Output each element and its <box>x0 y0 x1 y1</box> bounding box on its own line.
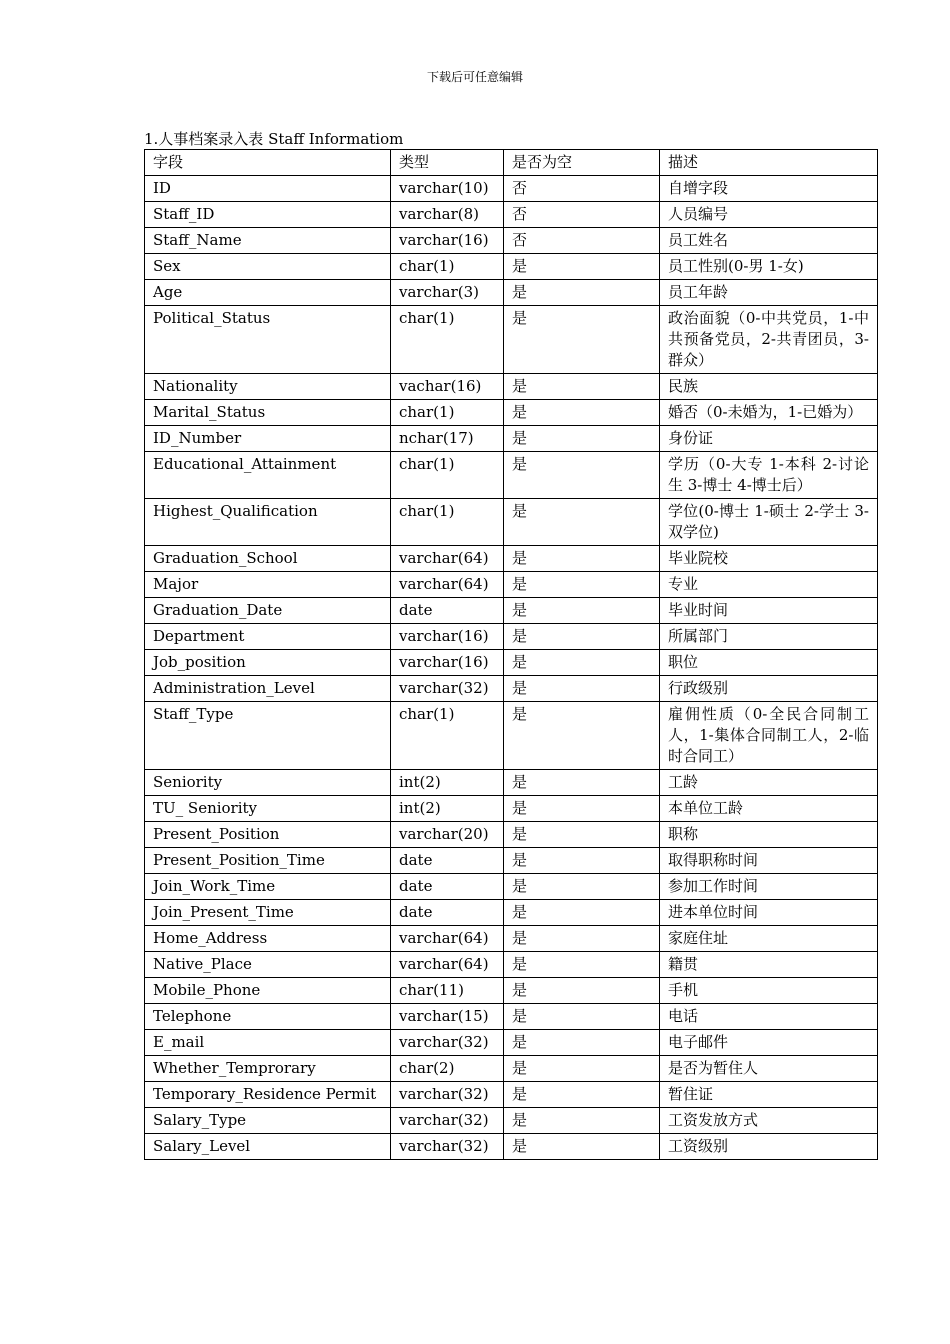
cell-field: Sex <box>145 254 391 280</box>
cell-description: 学历（0-大专 1-本科 2-讨论生 3-博士 4-博士后） <box>660 452 878 499</box>
column-header-description: 描述 <box>660 150 878 176</box>
cell-description: 员工姓名 <box>660 228 878 254</box>
cell-description: 政治面貌（0-中共党员，1-中共预备党员，2-共青团员，3-群众） <box>660 306 878 374</box>
table-row <box>145 702 878 770</box>
table-row <box>145 978 878 1004</box>
cell-type: char(1) <box>391 254 504 280</box>
cell-type: char(1) <box>391 702 504 770</box>
cell-description: 所属部门 <box>660 624 878 650</box>
cell-nullable: 是 <box>504 452 660 499</box>
cell-nullable: 是 <box>504 400 660 426</box>
cell-type: varchar(32) <box>391 676 504 702</box>
cell-type: char(2) <box>391 1056 504 1082</box>
cell-nullable: 是 <box>504 1082 660 1108</box>
cell-type: date <box>391 874 504 900</box>
table-row <box>145 926 878 952</box>
cell-nullable: 是 <box>504 1108 660 1134</box>
cell-description: 工资发放方式 <box>660 1108 878 1134</box>
cell-description: 工龄 <box>660 770 878 796</box>
cell-field: Native_Place <box>145 952 391 978</box>
cell-field: Highest_Qualification <box>145 499 391 546</box>
cell-description: 取得职称时间 <box>660 848 878 874</box>
cell-type: char(1) <box>391 306 504 374</box>
cell-type: nchar(17) <box>391 426 504 452</box>
table-row <box>145 546 878 572</box>
table-header-row <box>145 150 878 176</box>
cell-description: 参加工作时间 <box>660 874 878 900</box>
table-row <box>145 1108 878 1134</box>
table-row <box>145 400 878 426</box>
table-row <box>145 202 878 228</box>
cell-field: ID <box>145 176 391 202</box>
cell-field: Telephone <box>145 1004 391 1030</box>
table-row <box>145 598 878 624</box>
cell-description: 本单位工龄 <box>660 796 878 822</box>
cell-type: int(2) <box>391 796 504 822</box>
cell-type: varchar(16) <box>391 228 504 254</box>
cell-type: varchar(8) <box>391 202 504 228</box>
cell-nullable: 是 <box>504 374 660 400</box>
cell-description: 籍贯 <box>660 952 878 978</box>
cell-field: Salary_Type <box>145 1108 391 1134</box>
cell-description: 是否为暂住人 <box>660 1056 878 1082</box>
table-row <box>145 228 878 254</box>
cell-field: Staff_Type <box>145 702 391 770</box>
table-row <box>145 952 878 978</box>
cell-description: 自增字段 <box>660 176 878 202</box>
cell-nullable: 是 <box>504 254 660 280</box>
cell-type: varchar(20) <box>391 822 504 848</box>
table-title: 1.人事档案录入表 Staff Informatiom <box>144 130 404 148</box>
cell-field: Administration_Level <box>145 676 391 702</box>
cell-description: 毕业时间 <box>660 598 878 624</box>
cell-nullable: 否 <box>504 176 660 202</box>
cell-field: Staff_Name <box>145 228 391 254</box>
cell-nullable: 是 <box>504 702 660 770</box>
table-row <box>145 374 878 400</box>
table-row <box>145 426 878 452</box>
table-row <box>145 1004 878 1030</box>
table-row <box>145 280 878 306</box>
cell-nullable: 否 <box>504 228 660 254</box>
table-row <box>145 1134 878 1160</box>
table-row <box>145 572 878 598</box>
cell-field: Present_Position <box>145 822 391 848</box>
table-row <box>145 848 878 874</box>
cell-type: varchar(64) <box>391 952 504 978</box>
cell-field: Salary_Level <box>145 1134 391 1160</box>
cell-field: Political_Status <box>145 306 391 374</box>
cell-nullable: 是 <box>504 280 660 306</box>
cell-nullable: 是 <box>504 796 660 822</box>
cell-type: vachar(16) <box>391 374 504 400</box>
table-row <box>145 676 878 702</box>
cell-type: varchar(15) <box>391 1004 504 1030</box>
column-header-type: 类型 <box>391 150 504 176</box>
table-row <box>145 900 878 926</box>
table-row <box>145 499 878 546</box>
cell-description: 工资级别 <box>660 1134 878 1160</box>
cell-nullable: 是 <box>504 874 660 900</box>
cell-description: 行政级别 <box>660 676 878 702</box>
cell-description: 人员编号 <box>660 202 878 228</box>
cell-description: 职位 <box>660 650 878 676</box>
cell-description: 电子邮件 <box>660 1030 878 1056</box>
cell-nullable: 是 <box>504 1004 660 1030</box>
cell-field: Join_Work_Time <box>145 874 391 900</box>
cell-nullable: 是 <box>504 572 660 598</box>
cell-field: Department <box>145 624 391 650</box>
cell-nullable: 是 <box>504 1134 660 1160</box>
column-header-nullable: 是否为空 <box>504 150 660 176</box>
cell-field: Present_Position_Time <box>145 848 391 874</box>
cell-field: Staff_ID <box>145 202 391 228</box>
cell-nullable: 是 <box>504 822 660 848</box>
cell-nullable: 是 <box>504 952 660 978</box>
cell-type: int(2) <box>391 770 504 796</box>
cell-description: 手机 <box>660 978 878 1004</box>
cell-nullable: 是 <box>504 306 660 374</box>
cell-field: ID_Number <box>145 426 391 452</box>
cell-field: Whether_Temprorary <box>145 1056 391 1082</box>
cell-description: 身份证 <box>660 426 878 452</box>
cell-nullable: 是 <box>504 770 660 796</box>
cell-field: E_mail <box>145 1030 391 1056</box>
cell-type: varchar(64) <box>391 572 504 598</box>
cell-field: Mobile_Phone <box>145 978 391 1004</box>
table-row <box>145 874 878 900</box>
cell-nullable: 是 <box>504 978 660 1004</box>
column-header-field: 字段 <box>145 150 391 176</box>
cell-type: date <box>391 598 504 624</box>
cell-type: date <box>391 900 504 926</box>
cell-field: Home_Address <box>145 926 391 952</box>
table-row <box>145 650 878 676</box>
table-row <box>145 452 878 499</box>
cell-field: Join_Present_Time <box>145 900 391 926</box>
cell-field: Graduation_School <box>145 546 391 572</box>
cell-type: char(1) <box>391 452 504 499</box>
cell-nullable: 是 <box>504 499 660 546</box>
cell-type: date <box>391 848 504 874</box>
cell-description: 婚否（0-未婚为，1-已婚为） <box>660 400 878 426</box>
cell-type: varchar(32) <box>391 1082 504 1108</box>
cell-description: 职称 <box>660 822 878 848</box>
cell-description: 专业 <box>660 572 878 598</box>
table-row <box>145 624 878 650</box>
cell-field: Job_position <box>145 650 391 676</box>
cell-type: varchar(10) <box>391 176 504 202</box>
cell-nullable: 是 <box>504 598 660 624</box>
cell-nullable: 是 <box>504 1030 660 1056</box>
cell-description: 毕业院校 <box>660 546 878 572</box>
cell-type: varchar(32) <box>391 1108 504 1134</box>
table-row <box>145 1082 878 1108</box>
cell-field: TU_ Seniority <box>145 796 391 822</box>
table-row <box>145 770 878 796</box>
cell-description: 家庭住址 <box>660 926 878 952</box>
cell-type: char(11) <box>391 978 504 1004</box>
cell-field: Educational_Attainment <box>145 452 391 499</box>
header-note: 下载后可任意编辑 <box>426 70 523 84</box>
cell-nullable: 是 <box>504 676 660 702</box>
cell-type: varchar(32) <box>391 1030 504 1056</box>
cell-type: varchar(16) <box>391 624 504 650</box>
cell-field: Major <box>145 572 391 598</box>
cell-type: varchar(32) <box>391 1134 504 1160</box>
cell-description: 暂住证 <box>660 1082 878 1108</box>
cell-description: 学位(0-博士 1-硕士 2-学士 3-双学位) <box>660 499 878 546</box>
cell-description: 雇佣性质（0-全民合同制工人，1-集体合同制工人，2-临时合同工） <box>660 702 878 770</box>
cell-type: varchar(3) <box>391 280 504 306</box>
cell-nullable: 是 <box>504 900 660 926</box>
cell-field: Seniority <box>145 770 391 796</box>
table-row <box>145 1056 878 1082</box>
cell-nullable: 是 <box>504 624 660 650</box>
cell-field: Nationality <box>145 374 391 400</box>
cell-nullable: 是 <box>504 848 660 874</box>
table-row <box>145 176 878 202</box>
cell-nullable: 是 <box>504 926 660 952</box>
cell-type: varchar(64) <box>391 546 504 572</box>
table-row <box>145 254 878 280</box>
cell-type: varchar(16) <box>391 650 504 676</box>
cell-description: 电话 <box>660 1004 878 1030</box>
cell-field: Temporary_Residence Permit <box>145 1082 391 1108</box>
cell-field: Age <box>145 280 391 306</box>
cell-nullable: 是 <box>504 426 660 452</box>
table-row <box>145 796 878 822</box>
cell-nullable: 否 <box>504 202 660 228</box>
cell-type: char(1) <box>391 400 504 426</box>
cell-description: 员工年龄 <box>660 280 878 306</box>
cell-description: 进本单位时间 <box>660 900 878 926</box>
table-row <box>145 1030 878 1056</box>
cell-description: 民族 <box>660 374 878 400</box>
cell-nullable: 是 <box>504 1056 660 1082</box>
cell-field: Graduation_Date <box>145 598 391 624</box>
cell-nullable: 是 <box>504 650 660 676</box>
cell-description: 员工性别(0-男 1-女) <box>660 254 878 280</box>
cell-field: Marital_Status <box>145 400 391 426</box>
cell-nullable: 是 <box>504 546 660 572</box>
table-row <box>145 822 878 848</box>
cell-type: char(1) <box>391 499 504 546</box>
cell-type: varchar(64) <box>391 926 504 952</box>
table-row <box>145 306 878 374</box>
staff-information-table <box>144 149 878 1160</box>
